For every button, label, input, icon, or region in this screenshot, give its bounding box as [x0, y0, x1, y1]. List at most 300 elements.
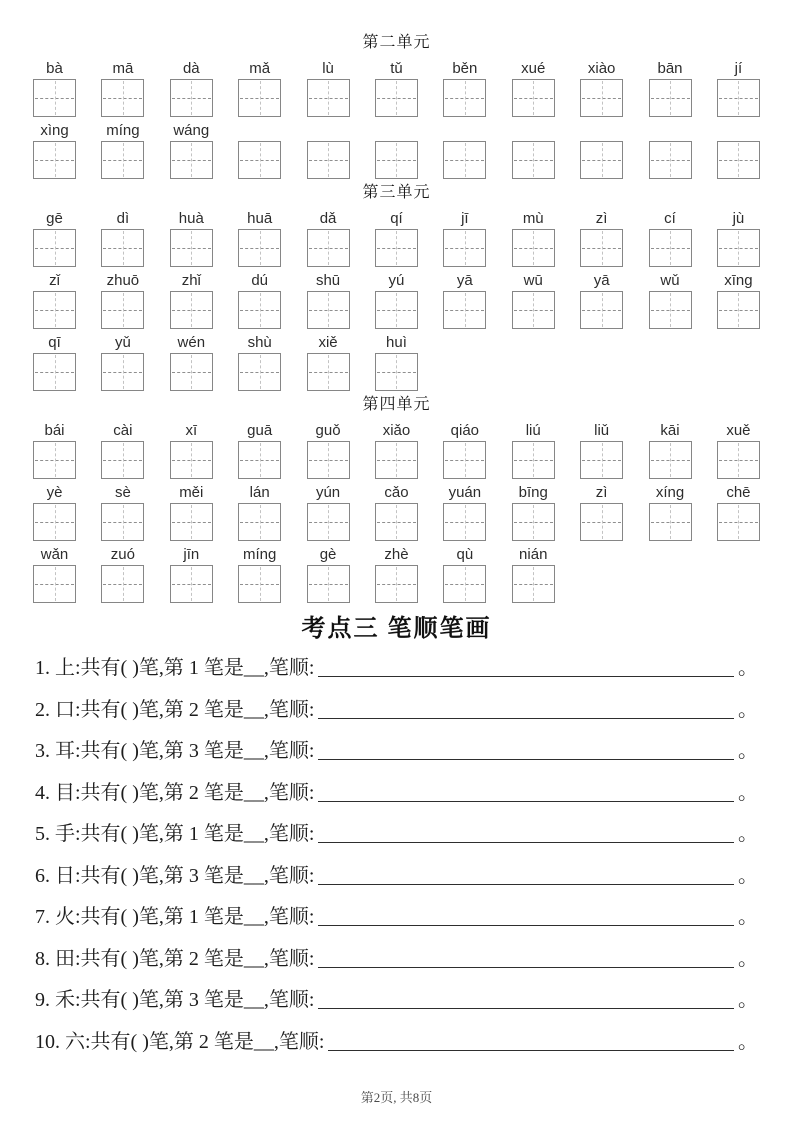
writing-cell — [170, 484, 213, 541]
writing-cell — [375, 60, 418, 117]
tianzige-box — [101, 141, 144, 179]
tianzige-box — [375, 503, 418, 541]
question-end-mark: 。 — [738, 781, 758, 804]
tianzige-box — [512, 79, 555, 117]
tianzige-box — [375, 291, 418, 329]
writing-cell — [307, 122, 350, 179]
writing-cell — [580, 60, 623, 117]
dashed-vertical-line — [191, 293, 192, 327]
writing-cell — [170, 422, 213, 479]
dashed-vertical-line — [123, 81, 124, 115]
pinyin-label: cài — [113, 422, 133, 439]
dashed-vertical-line — [260, 143, 261, 177]
writing-cell — [443, 484, 486, 541]
dashed-vertical-line — [602, 231, 603, 265]
question-text: 5. 手:共有( )笔,第 1 笔是__,笔顺: — [35, 823, 315, 845]
dashed-vertical-line — [602, 143, 603, 177]
dashed-vertical-line — [191, 443, 192, 477]
writing-cell — [375, 210, 418, 267]
writing-cell — [512, 210, 555, 267]
pinyin-label: wén — [177, 334, 206, 351]
pinyin-label — [580, 122, 623, 140]
pinyin-label: lán — [249, 484, 270, 501]
writing-cell — [512, 422, 555, 479]
pinyin-label: wáng — [173, 122, 210, 139]
tianzige-box — [307, 141, 350, 179]
grid-row — [33, 484, 760, 541]
writing-cell — [238, 546, 281, 603]
writing-cell — [375, 122, 418, 179]
pinyin-label: huì — [386, 334, 407, 351]
dashed-vertical-line — [260, 443, 261, 477]
pinyin-label: běn — [452, 60, 478, 77]
tianzige-box — [101, 565, 144, 603]
pinyin-grid-section — [33, 34, 760, 603]
dashed-vertical-line — [533, 231, 534, 265]
tianzige-box — [307, 353, 350, 391]
page-footer: 第2页, 共8页 — [360, 1090, 433, 1105]
tianzige-box — [580, 79, 623, 117]
writing-cell — [307, 272, 350, 329]
writing-cell — [717, 210, 760, 267]
pinyin-label: guǒ — [315, 422, 341, 439]
pinyin-label: gē — [46, 210, 63, 227]
dashed-vertical-line — [465, 143, 466, 177]
grid-row — [33, 210, 760, 267]
pinyin-label: xué — [521, 60, 546, 77]
dashed-vertical-line — [191, 355, 192, 389]
tianzige-box — [170, 291, 213, 329]
pinyin-label: yǔ — [114, 334, 131, 351]
answer-blank-line — [328, 1050, 734, 1051]
dashed-vertical-line — [670, 81, 671, 115]
writing-cell — [101, 484, 144, 541]
dashed-vertical-line — [55, 293, 56, 327]
tianzige-box — [717, 229, 760, 267]
pinyin-label: qí — [390, 210, 403, 227]
dashed-vertical-line — [191, 143, 192, 177]
dashed-vertical-line — [396, 293, 397, 327]
pinyin-label: liú — [525, 422, 541, 439]
pinyin-label — [375, 122, 418, 140]
dashed-vertical-line — [123, 443, 124, 477]
tianzige-box — [307, 229, 350, 267]
answer-blank-line — [318, 925, 734, 926]
tianzige-box — [101, 291, 144, 329]
question-text: 8. 田:共有( )笔,第 2 笔是__,笔顺: — [35, 947, 315, 970]
writing-cell — [580, 422, 623, 479]
tianzige-box — [170, 79, 213, 117]
pinyin-label: xī — [185, 422, 198, 439]
pinyin-label: zì — [595, 484, 608, 501]
tianzige-box — [512, 229, 555, 267]
dashed-vertical-line — [396, 81, 397, 115]
pinyin-label: huā — [247, 210, 273, 227]
writing-cell — [443, 422, 486, 479]
tianzige-box — [307, 565, 350, 603]
pinyin-label: shù — [247, 334, 272, 351]
dashed-vertical-line — [396, 231, 397, 265]
tianzige-box — [101, 441, 144, 479]
dashed-vertical-line — [738, 143, 739, 177]
writing-cell — [443, 122, 486, 179]
unit-block — [33, 184, 760, 391]
tianzige-box — [443, 441, 486, 479]
tianzige-box — [238, 79, 281, 117]
grid-row — [33, 422, 760, 479]
answer-blank-line — [318, 842, 734, 843]
writing-cell — [512, 272, 555, 329]
dashed-vertical-line — [533, 143, 534, 177]
dashed-vertical-line — [260, 231, 261, 265]
tianzige-box — [375, 353, 418, 391]
pinyin-label: qiáo — [450, 422, 480, 439]
dashed-vertical-line — [602, 505, 603, 539]
tianzige-box — [101, 353, 144, 391]
dashed-vertical-line — [396, 143, 397, 177]
pinyin-label: xiě — [318, 334, 338, 351]
writing-cell — [170, 60, 213, 117]
pinyin-label: jí — [734, 60, 743, 77]
dashed-vertical-line — [260, 567, 261, 601]
tianzige-box — [717, 503, 760, 541]
dashed-vertical-line — [191, 81, 192, 115]
dashed-vertical-line — [738, 81, 739, 115]
pinyin-label: bà — [46, 60, 63, 77]
pinyin-label: guā — [247, 422, 273, 439]
tianzige-box — [238, 503, 281, 541]
pinyin-label: xiǎo — [382, 422, 411, 439]
dashed-vertical-line — [260, 355, 261, 389]
dashed-vertical-line — [260, 293, 261, 327]
pinyin-label: mā — [112, 60, 134, 77]
tianzige-box — [717, 141, 760, 179]
answer-blank-line — [318, 718, 734, 719]
tianzige-box — [238, 291, 281, 329]
dashed-vertical-line — [533, 505, 534, 539]
dashed-vertical-line — [328, 143, 329, 177]
pinyin-label: gè — [319, 546, 337, 563]
writing-cell — [33, 422, 76, 479]
writing-cell — [443, 210, 486, 267]
tianzige-box — [649, 141, 692, 179]
writing-cell — [717, 272, 760, 329]
question-end-mark: 。 — [738, 740, 758, 762]
pinyin-label: yā — [593, 272, 610, 289]
question-end-mark: 。 — [738, 906, 758, 928]
writing-cell — [649, 60, 692, 117]
writing-cell — [375, 272, 418, 329]
dashed-vertical-line — [123, 567, 124, 601]
pinyin-label: kāi — [660, 422, 680, 439]
pinyin-label: mǎ — [249, 60, 271, 77]
question-end-mark: 。 — [738, 657, 758, 679]
tianzige-box — [580, 441, 623, 479]
dashed-vertical-line — [670, 231, 671, 265]
tianzige-box — [33, 565, 76, 603]
tianzige-box — [101, 229, 144, 267]
tianzige-box — [580, 503, 623, 541]
tianzige-box — [443, 503, 486, 541]
question-text: 10. 六:共有( )笔,第 2 笔是__,笔顺: — [35, 1030, 325, 1053]
tianzige-box — [443, 79, 486, 117]
dashed-vertical-line — [670, 143, 671, 177]
tianzige-box — [170, 565, 213, 603]
question-text: 2. 口:共有( )笔,第 2 笔是__,笔顺: — [35, 698, 315, 721]
tianzige-box — [238, 141, 281, 179]
pinyin-label: chē — [726, 484, 751, 501]
writing-cell — [307, 334, 350, 391]
tianzige-box — [580, 291, 623, 329]
unit-block — [33, 396, 760, 603]
tianzige-box — [649, 503, 692, 541]
writing-cell — [717, 422, 760, 479]
dashed-vertical-line — [191, 505, 192, 539]
dashed-vertical-line — [328, 567, 329, 601]
grid-row — [33, 60, 760, 117]
question-end-mark: 。 — [738, 864, 758, 887]
pinyin-label: míng — [106, 122, 140, 139]
tianzige-box — [238, 565, 281, 603]
dashed-vertical-line — [328, 231, 329, 265]
writing-cell — [101, 546, 144, 603]
tianzige-box — [512, 441, 555, 479]
dashed-vertical-line — [465, 443, 466, 477]
pinyin-label: dà — [182, 60, 200, 77]
question-end-mark: 。 — [738, 947, 758, 970]
dashed-vertical-line — [328, 81, 329, 115]
answer-blank-line — [318, 884, 734, 885]
tianzige-box — [307, 291, 350, 329]
tianzige-box — [443, 565, 486, 603]
tianzige-box — [375, 79, 418, 117]
tianzige-box — [101, 503, 144, 541]
tianzige-box — [307, 503, 350, 541]
pinyin-label: nián — [519, 546, 548, 563]
pinyin-label: zhǐ — [181, 272, 201, 289]
tianzige-box — [307, 441, 350, 479]
writing-cell — [649, 422, 692, 479]
question-end-mark: 。 — [738, 698, 758, 721]
tianzige-box — [238, 441, 281, 479]
writing-cell — [717, 122, 760, 179]
writing-cell — [512, 546, 555, 603]
pinyin-label: jù — [732, 210, 745, 227]
tianzige-box — [170, 503, 213, 541]
dashed-vertical-line — [465, 81, 466, 115]
pinyin-label: cí — [664, 210, 676, 227]
writing-cell — [238, 60, 281, 117]
pinyin-label: zhè — [384, 546, 409, 563]
question-end-mark: 。 — [738, 989, 758, 1011]
pinyin-label — [238, 122, 281, 140]
tianzige-box — [717, 441, 760, 479]
pinyin-label: xīng — [724, 272, 753, 289]
pinyin-label — [307, 122, 350, 140]
tianzige-box — [170, 353, 213, 391]
writing-cell — [33, 272, 76, 329]
dashed-vertical-line — [396, 355, 397, 389]
answer-blank-line — [318, 801, 734, 802]
writing-cell — [101, 422, 144, 479]
pinyin-label: yā — [456, 272, 473, 289]
tianzige-box — [375, 565, 418, 603]
grid-row — [33, 334, 760, 391]
pinyin-label: cǎo — [384, 484, 409, 501]
unit-title: 第二单元 — [362, 34, 431, 51]
writing-cell — [238, 210, 281, 267]
dashed-vertical-line — [55, 567, 56, 601]
writing-cell — [238, 334, 281, 391]
pinyin-label — [443, 122, 486, 140]
writing-cell — [443, 60, 486, 117]
tianzige-box — [375, 141, 418, 179]
pinyin-label: qī — [48, 334, 61, 351]
tianzige-box — [443, 229, 486, 267]
dashed-vertical-line — [55, 505, 56, 539]
tianzige-box — [238, 229, 281, 267]
pinyin-label: míng — [242, 546, 277, 563]
dashed-vertical-line — [738, 293, 739, 327]
question-line — [35, 690, 758, 732]
pinyin-label: yuán — [448, 484, 482, 501]
pinyin-label: qù — [456, 546, 474, 563]
question-line — [35, 980, 758, 1022]
dashed-vertical-line — [123, 293, 124, 327]
pinyin-label — [512, 122, 555, 140]
tianzige-box — [649, 79, 692, 117]
dashed-vertical-line — [123, 143, 124, 177]
dashed-vertical-line — [533, 293, 534, 327]
writing-cell — [33, 210, 76, 267]
writing-cell — [101, 210, 144, 267]
writing-cell — [512, 60, 555, 117]
question-text: 3. 耳:共有( )笔,第 3 笔是__,笔顺: — [35, 740, 315, 762]
pinyin-label: shū — [315, 272, 341, 289]
pinyin-label: yún — [315, 484, 341, 501]
dashed-vertical-line — [465, 567, 466, 601]
writing-cell — [443, 272, 486, 329]
tianzige-box — [33, 141, 76, 179]
dashed-vertical-line — [738, 443, 739, 477]
pinyin-label — [649, 122, 692, 140]
answer-blank-line — [318, 967, 734, 968]
dashed-vertical-line — [396, 567, 397, 601]
pinyin-label: yú — [388, 272, 405, 289]
tianzige-box — [649, 291, 692, 329]
dashed-vertical-line — [602, 443, 603, 477]
dashed-vertical-line — [260, 505, 261, 539]
writing-cell — [238, 122, 281, 179]
tianzige-box — [238, 353, 281, 391]
writing-cell — [101, 272, 144, 329]
writing-cell — [649, 210, 692, 267]
question-line — [35, 939, 758, 981]
dashed-vertical-line — [328, 293, 329, 327]
tianzige-box — [170, 229, 213, 267]
writing-cell — [238, 272, 281, 329]
questions-list — [33, 648, 760, 1063]
writing-cell — [170, 210, 213, 267]
tianzige-box — [649, 441, 692, 479]
tianzige-box — [717, 79, 760, 117]
question-line — [35, 814, 758, 856]
writing-cell — [238, 422, 281, 479]
writing-cell — [170, 546, 213, 603]
grid-row — [33, 546, 760, 603]
tianzige-box — [33, 229, 76, 267]
writing-cell — [307, 210, 350, 267]
dashed-vertical-line — [465, 293, 466, 327]
writing-cell — [307, 484, 350, 541]
tianzige-box — [33, 353, 76, 391]
dashed-vertical-line — [602, 293, 603, 327]
dashed-vertical-line — [328, 443, 329, 477]
writing-cell — [580, 484, 623, 541]
writing-cell — [443, 546, 486, 603]
question-text: 9. 禾:共有( )笔,第 3 笔是__,笔顺: — [35, 989, 315, 1011]
tianzige-box — [512, 503, 555, 541]
pinyin-label: jīn — [183, 546, 200, 563]
question-text: 1. 上:共有( )笔,第 1 笔是__,笔顺: — [35, 657, 315, 679]
question-line — [35, 648, 758, 690]
question-line — [35, 773, 758, 815]
writing-cell — [307, 422, 350, 479]
tianzige-box — [33, 291, 76, 329]
dashed-vertical-line — [191, 231, 192, 265]
pinyin-label: wū — [523, 272, 543, 289]
answer-blank-line — [318, 1008, 734, 1009]
writing-cell — [33, 122, 76, 179]
dashed-vertical-line — [123, 505, 124, 539]
question-text: 7. 火:共有( )笔,第 1 笔是__,笔顺: — [35, 906, 315, 928]
dashed-vertical-line — [123, 355, 124, 389]
dashed-vertical-line — [55, 143, 56, 177]
question-end-mark: 。 — [738, 1030, 758, 1053]
pinyin-label — [717, 122, 760, 140]
pinyin-label: dǎ — [319, 210, 337, 227]
dashed-vertical-line — [191, 567, 192, 601]
question-text: 6. 日:共有( )笔,第 3 笔是__,笔顺: — [35, 864, 315, 887]
tianzige-box — [580, 229, 623, 267]
unit-block — [33, 34, 760, 179]
tianzige-box — [33, 441, 76, 479]
pinyin-label: xuě — [726, 422, 751, 439]
tianzige-box — [649, 229, 692, 267]
question-line — [35, 731, 758, 773]
dashed-vertical-line — [123, 231, 124, 265]
answer-blank-line — [318, 759, 734, 760]
dashed-vertical-line — [670, 505, 671, 539]
writing-cell — [307, 60, 350, 117]
dashed-vertical-line — [396, 505, 397, 539]
dashed-vertical-line — [533, 567, 534, 601]
writing-cell — [512, 484, 555, 541]
answer-blank-line — [318, 676, 734, 677]
tianzige-box — [101, 79, 144, 117]
tianzige-box — [512, 565, 555, 603]
dashed-vertical-line — [328, 355, 329, 389]
pinyin-label: wǎn — [40, 546, 69, 563]
writing-cell — [512, 122, 555, 179]
tianzige-box — [443, 141, 486, 179]
question-line — [35, 1022, 758, 1064]
pinyin-label: jī — [461, 210, 469, 227]
tianzige-box — [512, 291, 555, 329]
writing-cell — [238, 484, 281, 541]
writing-cell — [375, 546, 418, 603]
pinyin-label: wǔ — [660, 272, 680, 289]
